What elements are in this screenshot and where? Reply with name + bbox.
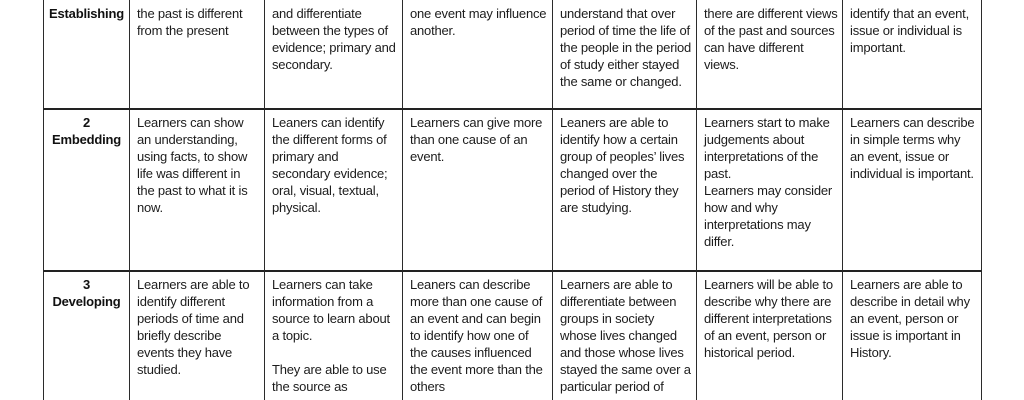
cell-paragraph: understand that over period of time the life of the people in the period of study either stayed the same or changed.: [560, 6, 692, 89]
rubric-cell: [843, 0, 982, 110]
rubric-cell: [403, 272, 553, 400]
cell-paragraph: the past is different from the present: [137, 6, 243, 38]
rubric-cell: [553, 0, 697, 110]
level-label-establishing: [43, 0, 130, 110]
level-label-embedding: [43, 110, 130, 272]
rubric-cell: [265, 0, 403, 110]
rubric-cell: [265, 110, 403, 272]
rubric-cell: [403, 0, 553, 110]
level-label-developing: [43, 272, 130, 400]
rubric-cell: [130, 110, 265, 272]
rubric-cell: [553, 272, 697, 400]
cell-paragraph: Learners may consider how and why interpretations may differ.: [704, 183, 833, 249]
rubric-cell: [843, 110, 982, 272]
rubric-cell: [553, 110, 697, 272]
rubric-cell: [843, 272, 982, 400]
rubric-cell: [697, 272, 843, 400]
cell-paragraph: Learners start to make judgements about interpretations of the past.: [704, 115, 830, 181]
rubric-cell: [403, 110, 553, 272]
cell-paragraph: Learners are able to describe in detail why an event, person or issue is important in History.: [850, 277, 970, 360]
level-number: 3: [82, 277, 91, 292]
cell-paragraph: one event may influence another.: [410, 6, 547, 38]
rubric-cell: [697, 0, 843, 110]
rubric-cell: [130, 0, 265, 110]
cell-paragraph: They are able to use the source as: [272, 362, 387, 394]
level-name: Developing: [52, 294, 121, 309]
rubric-cell: [130, 272, 265, 400]
cell-paragraph: Learners can give more than one cause of an event.: [410, 115, 543, 164]
rubric-table: [43, 0, 982, 400]
cell-paragraph: Learners can show an understanding, using facts, to show life was different in the past to what it is now.: [137, 115, 248, 215]
cell-paragraph: Learners are able to identify different periods of time and briefly describe events they have studied.: [137, 277, 250, 377]
cell-paragraph: Leaners can identify the different forms of primary and secondary evidence; oral, visual, textual, physical.: [272, 115, 388, 215]
rubric-row-developing: [43, 272, 982, 400]
level-name: Establishing: [49, 6, 124, 21]
cell-paragraph: Learners can take information from a source to learn about a topic.: [272, 277, 390, 343]
cell-paragraph: Leaners can describe more than one cause of an event and can begin to identify how one of the causes influenced the event more than the others: [410, 277, 543, 394]
level-number: 2: [82, 115, 91, 130]
level-name: Embedding: [52, 132, 121, 147]
cell-paragraph: Leaners are able to identify how a certain group of peoples’ lives changed over the period of History they are studying.: [560, 115, 685, 215]
rubric-cell: [265, 272, 403, 400]
cell-paragraph: identify that an event, issue or individual is important.: [850, 6, 969, 55]
cell-paragraph: and differentiate between the types of evidence; primary and secondary.: [272, 6, 396, 72]
rubric-cell: [697, 110, 843, 272]
rubric-row-establishing: [43, 0, 982, 110]
cell-paragraph: Learners will be able to describe why there are different interpretations of an event, person or historical period.: [704, 277, 833, 360]
rubric-row-embedding: [43, 110, 982, 272]
cell-paragraph: there are different views of the past and sources can have different views.: [704, 6, 838, 72]
cell-paragraph: Learners are able to differentiate between groups in society whose lives changed and those whose lives stayed the same over a particular period of: [560, 277, 691, 394]
paragraph-spacer: [272, 344, 398, 361]
cell-paragraph: Learners can describe in simple terms why an event, issue or individual is important.: [850, 115, 975, 181]
